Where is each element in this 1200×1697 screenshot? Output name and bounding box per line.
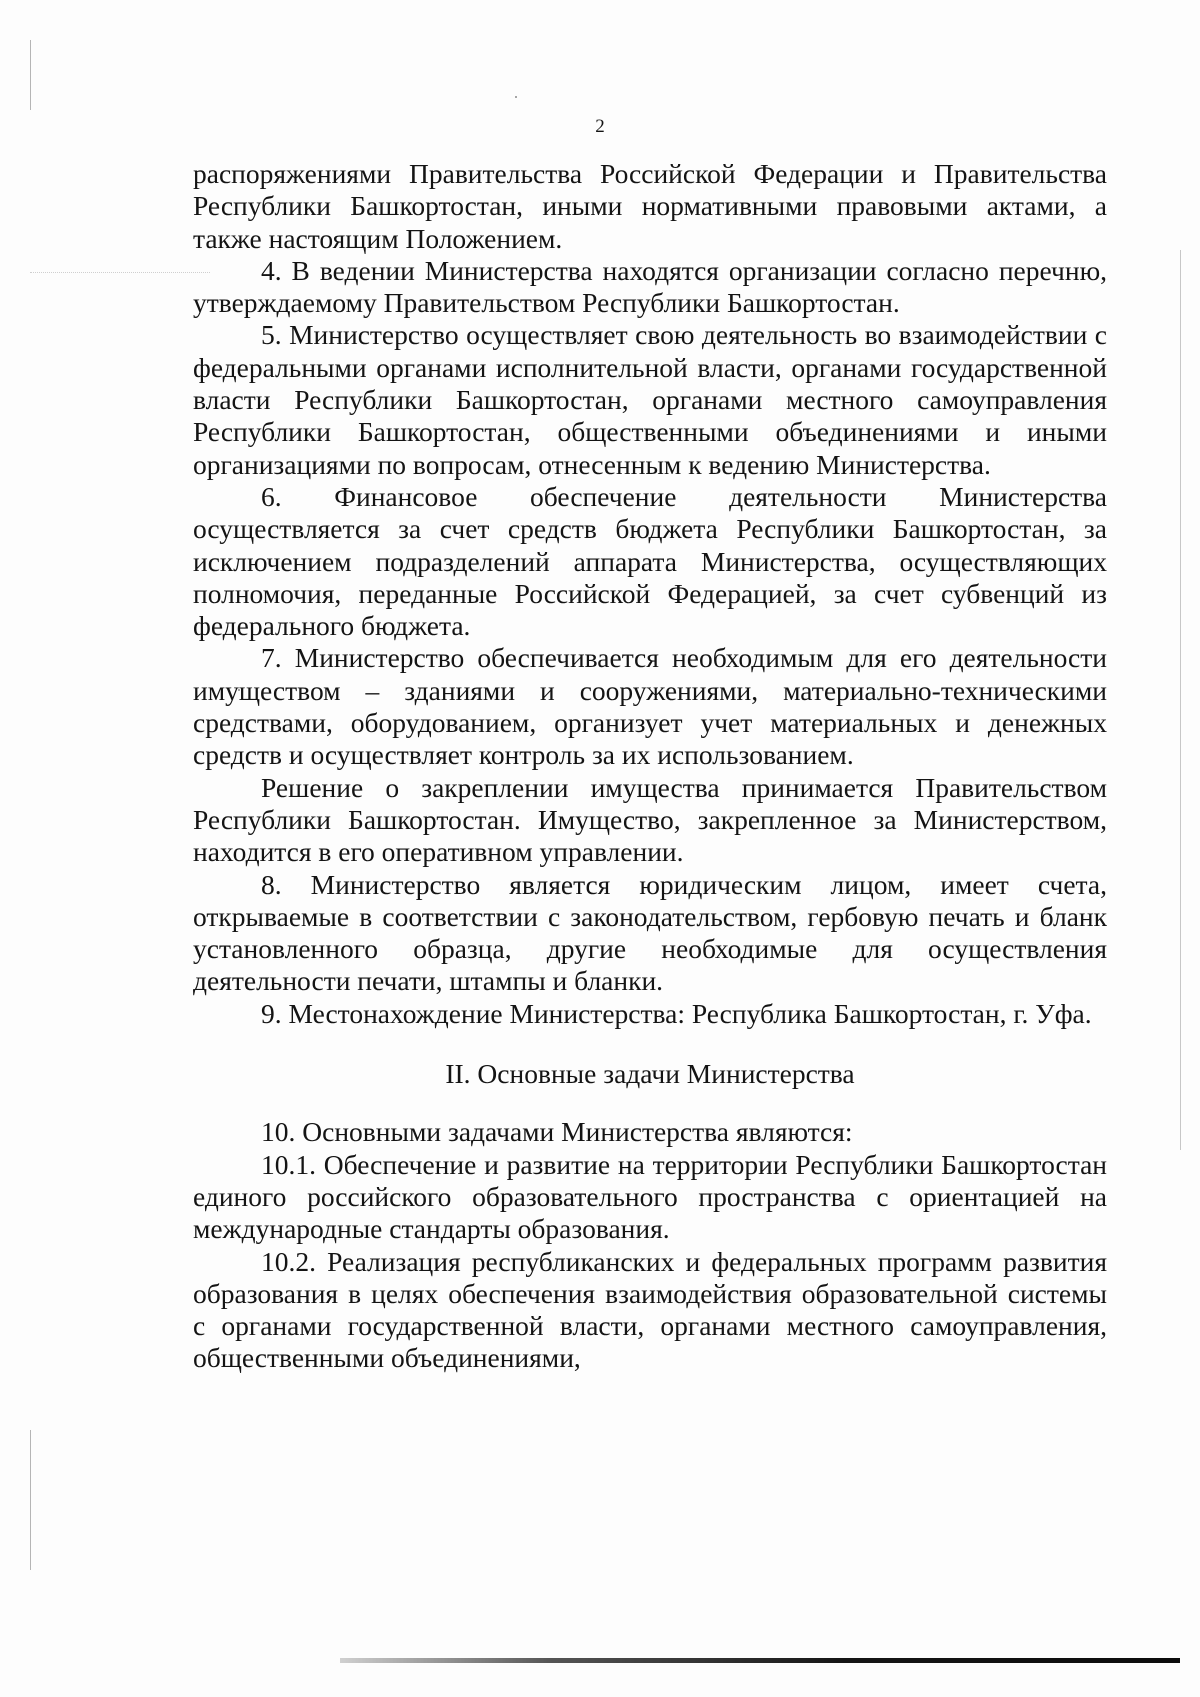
page-number: 2	[595, 116, 605, 137]
paragraph-item-8: 8. Министерство является юридическим лицом, имеет счета, открываемые в соответствии с законодательством, гербовую печать и бланк установленного образца, другие необходимые для осуществления деятельности печати, штампы и бланки.	[193, 868, 1107, 997]
scan-edge-mark	[30, 1430, 31, 1570]
scan-edge-mark	[1180, 250, 1181, 1150]
paragraph-item-5: 5. Министерство осуществляет свою деятельность во взаимодействии с федеральными органами исполнительной власти, органами государственной власти Республики Башкортостан, органами местного самоуправления Республики Башкортостан, общественными объединениями и иными организациями по вопросам, отнесенным к ведению Министерства.	[193, 319, 1107, 480]
document-body	[193, 158, 1107, 1375]
paragraph-item-10-1: 10.1. Обеспечение и развитие на территории Республики Башкортостан единого российского образовательного пространства с ориентацией на международные стандарты образования.	[193, 1148, 1107, 1245]
paragraph-item-4: 4. В ведении Министерства находятся организации согласно перечню, утверждаемому Правительством Республики Башкортостан.	[193, 254, 1107, 319]
scan-edge-mark	[30, 40, 31, 110]
paragraph-property-decision: Решение о закреплении имущества принимается Правительством Республики Башкортостан. Имущество, закрепленное за Министерством, находится в его оперативном управлении.	[193, 771, 1107, 868]
scan-bottom-edge	[340, 1658, 1180, 1663]
scan-speck	[515, 96, 517, 98]
paragraph-item-7: 7. Министерство обеспечивается необходимым для его деятельности имуществом – зданиями и сооружениями, материально-техническими средствами, оборудованием, организует учет материальных и денежных средств и осуществляет контроль за их использованием.	[193, 642, 1107, 771]
paragraph-item-6: 6. Финансовое обеспечение деятельности Министерства осуществляется за счет средств бюджета Республики Башкортостан, за исключением подразделений аппарата Министерства, осуществляющих полномочия, переданные Российской Федерацией, за счет субвенций из федерального бюджета.	[193, 480, 1107, 642]
paragraph-continuation: распоряжениями Правительства Российской Федерации и Правительства Республики Башкортостан, иными нормативными правовыми актами, а также настоящим Положением.	[193, 158, 1107, 254]
paragraph-item-9: 9. Местонахождение Министерства: Республика Башкортостан, г. Уфа.	[261, 997, 1092, 1029]
paragraph-item-10-2: 10.2. Реализация республиканских и федеральных программ развития образования в целях обеспечения взаимодействия образовательной системы с органами государственной власти, органами местного самоуправления, общественными объединениями,	[193, 1245, 1107, 1374]
paragraph-item-10: 10. Основными задачами Министерства являются:	[261, 1116, 853, 1148]
scan-dotted-artifact	[30, 272, 210, 274]
section-heading: II. Основные задачи Министерства	[445, 1058, 855, 1090]
